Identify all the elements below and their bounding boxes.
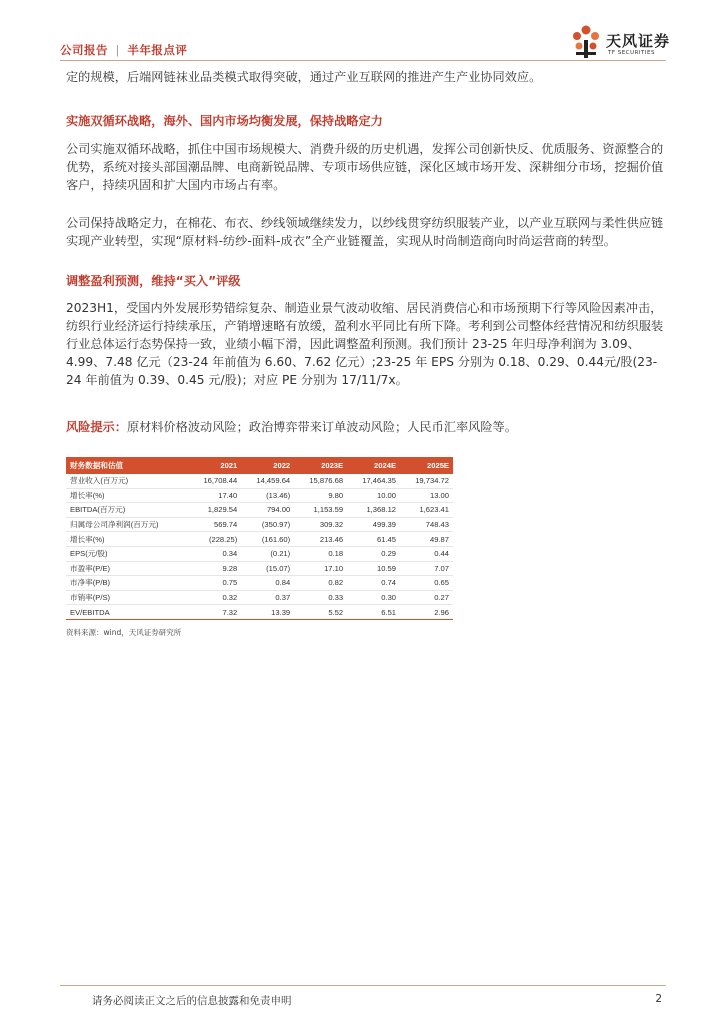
header-divider <box>60 60 666 61</box>
value-cell: (15.07) <box>241 561 294 576</box>
table-row <box>66 546 453 561</box>
row-label-cell: EV/EBITDA <box>66 605 188 620</box>
table-row <box>66 474 453 488</box>
value-cell: 19,734.72 <box>400 474 453 488</box>
value-cell: 309.32 <box>294 517 347 532</box>
table-header-cell: 2024E <box>347 457 400 474</box>
value-cell: (161.60) <box>241 532 294 547</box>
value-cell: 0.32 <box>188 590 241 605</box>
value-cell: 10.59 <box>347 561 400 576</box>
section-heading-rating: 调整盈利预测，维持“买入”评级 <box>66 274 241 288</box>
value-cell: 0.33 <box>294 590 347 605</box>
section-heading-dual-circulation: 实施双循环战略，海外、国内市场均衡发展，保持战略定力 <box>66 114 383 128</box>
value-cell: 49.87 <box>400 532 453 547</box>
logo-text: 天风证券 <box>606 32 671 50</box>
header-separator: | <box>115 43 120 57</box>
header-type: 半年报点评 <box>127 43 188 57</box>
value-cell: 0.75 <box>188 576 241 591</box>
value-cell: (228.25) <box>188 532 241 547</box>
footer-divider <box>60 985 666 986</box>
table-row <box>66 576 453 591</box>
value-cell: 5.52 <box>294 605 347 620</box>
table-row <box>66 590 453 605</box>
value-cell: (13.46) <box>241 488 294 503</box>
row-label-cell: EPS(元/股) <box>66 546 188 561</box>
value-cell: 2.96 <box>400 605 453 620</box>
value-cell: 0.65 <box>400 576 453 591</box>
value-cell: 0.29 <box>347 546 400 561</box>
table-row <box>66 517 453 532</box>
risk-label: 风险提示： <box>66 420 127 434</box>
value-cell: (350.97) <box>241 517 294 532</box>
paragraph-1: 定的规模，后端网链袜业品类模式取得突破，通过产业互联网的推进产生产业协同效应。 <box>66 70 542 84</box>
value-cell: 0.18 <box>294 546 347 561</box>
value-cell: 794.00 <box>241 503 294 518</box>
row-label-cell: 营业收入(百万元) <box>66 474 188 488</box>
value-cell: 0.84 <box>241 576 294 591</box>
value-cell: 9.28 <box>188 561 241 576</box>
row-label-cell: EBITDA(百万元) <box>66 503 188 518</box>
paragraph-2: 公司实施双循环战略，抓住中国市场规模大、消费升级的历史机遇，发挥公司创新快反、优质服务、资源整合的优势，系统对接头部国潮品牌、电商新锐品牌、专项市场供应链，深化区域市场开发、深耕细分市场，挖掘价值客户，持续巩固和扩大国内市场占有率。 <box>66 142 664 192</box>
value-cell: 0.74 <box>347 576 400 591</box>
value-cell: 6.51 <box>347 605 400 620</box>
value-cell: 10.00 <box>347 488 400 503</box>
table-row <box>66 532 453 547</box>
value-cell: 0.34 <box>188 546 241 561</box>
value-cell: 14,459.64 <box>241 474 294 488</box>
value-cell: 15,876.68 <box>294 474 347 488</box>
value-cell: 16,708.44 <box>188 474 241 488</box>
row-label-cell: 市销率(P/S) <box>66 590 188 605</box>
value-cell: 0.82 <box>294 576 347 591</box>
value-cell: 0.37 <box>241 590 294 605</box>
row-label-cell: 归属母公司净利润(百万元) <box>66 517 188 532</box>
value-cell: 13.00 <box>400 488 453 503</box>
value-cell: 213.46 <box>294 532 347 547</box>
row-label-cell: 增长率(%) <box>66 532 188 547</box>
value-cell: 0.44 <box>400 546 453 561</box>
table-row <box>66 503 453 518</box>
table-row <box>66 488 453 503</box>
value-cell: 1,153.59 <box>294 503 347 518</box>
value-cell: 9.80 <box>294 488 347 503</box>
table-header-cell: 2021 <box>188 457 241 474</box>
row-label-cell: 市盈率(P/E) <box>66 561 188 576</box>
value-cell: 0.30 <box>347 590 400 605</box>
footer-disclaimer: 请务必阅读正文之后的信息披露和免责申明 <box>92 995 292 1007</box>
table-header-cell: 财务数据和估值 <box>66 457 188 474</box>
table-header-cell: 2025E <box>400 457 453 474</box>
value-cell: 17,464.35 <box>347 474 400 488</box>
value-cell: 748.43 <box>400 517 453 532</box>
value-cell: 17.40 <box>188 488 241 503</box>
paragraph-4: 2023H1，受国内外发展形势错综复杂、制造业景气波动收缩、居民消费信心和市场预期下行等风险因素冲击，纺织行业经济运行持续承压，产销增速略有放缓，盈利水平同比有所下降。考利到公司整体经营情况和纺织服装行业总体运行态势保持一致，业绩小幅下滑，因此调整盈利预测。我们预计 23-25 年归母净利润为 3.09、4.99、7.48 亿元（23-24 年前值为 6.60、7.62 亿元）;23-25 年 EPS 分别为 0.18、0.29、0.44元/股(23-24 年前值为 0.39、0.45 元/股)；对应 PE 分别为 17/11/7x。 <box>66 301 664 387</box>
value-cell: 569.74 <box>188 517 241 532</box>
brand-logo <box>568 22 678 62</box>
table-row <box>66 605 453 620</box>
page-number: 2 <box>655 993 662 1005</box>
logo-english: TF SECURITIES <box>608 50 655 56</box>
table-header-cell: 2022 <box>241 457 294 474</box>
table-source-note: 资料来源：wind，天风证券研究所 <box>66 628 182 637</box>
risk-paragraph <box>66 418 664 436</box>
value-cell: 61.45 <box>347 532 400 547</box>
value-cell: 1,623.41 <box>400 503 453 518</box>
value-cell: 7.07 <box>400 561 453 576</box>
table-header-cell: 2023E <box>294 457 347 474</box>
value-cell: 0.27 <box>400 590 453 605</box>
financial-data-table <box>66 457 453 620</box>
risk-text: 原材料价格波动风险；政治博弈带来订单波动风险；人民币汇率风险等。 <box>126 420 517 434</box>
row-label-cell: 增长率(%) <box>66 488 188 503</box>
row-label-cell: 市净率(P/B) <box>66 576 188 591</box>
table-row <box>66 561 453 576</box>
value-cell: 1,829.54 <box>188 503 241 518</box>
value-cell: 499.39 <box>347 517 400 532</box>
value-cell: (0.21) <box>241 546 294 561</box>
logo-flower-icon <box>568 22 604 62</box>
report-type-header <box>60 42 187 58</box>
table-header-row <box>66 457 453 474</box>
value-cell: 13.39 <box>241 605 294 620</box>
value-cell: 17.10 <box>294 561 347 576</box>
header-category: 公司报告 <box>60 43 108 57</box>
paragraph-3: 公司保持战略定力，在棉花、布衣、纱线领域继续发力，以纱线贯穿纺织服装产业，以产业互联网与柔性供应链实现产业转型，实现“原材料-纺纱-面料-成衣”全产业链覆盖，实现从时尚制造商向时尚运营商的转型。 <box>66 216 664 248</box>
value-cell: 7.32 <box>188 605 241 620</box>
value-cell: 1,368.12 <box>347 503 400 518</box>
